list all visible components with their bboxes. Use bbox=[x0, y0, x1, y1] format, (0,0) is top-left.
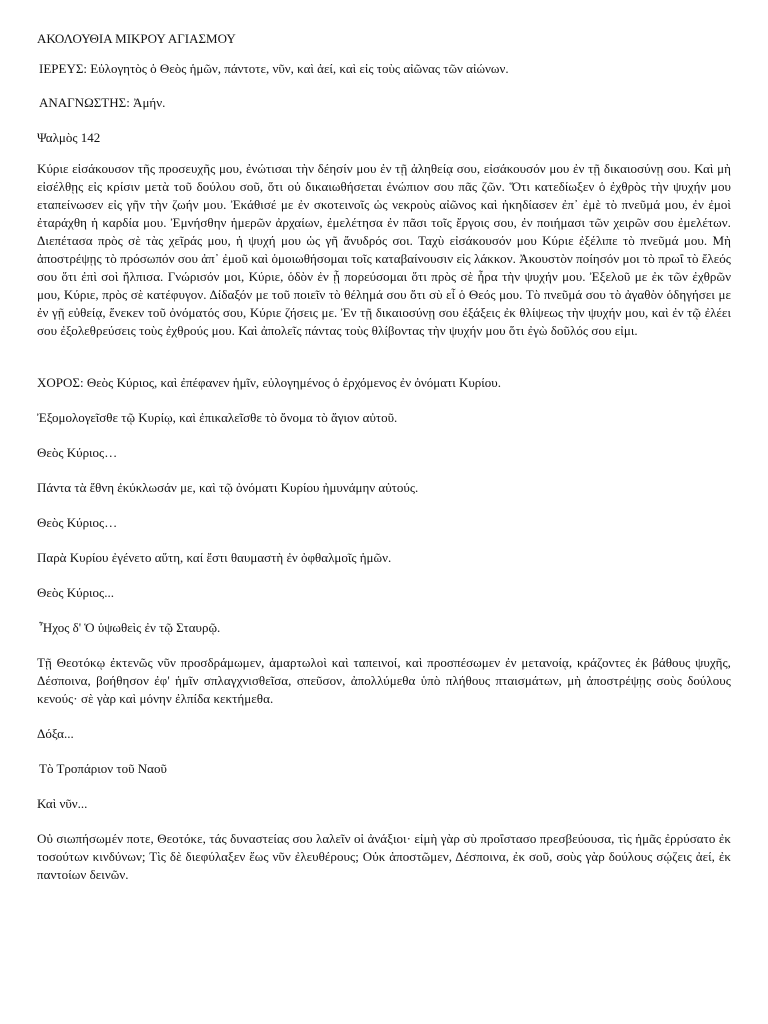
choir-line: ΧΟΡΟΣ: Θεὸς Κύριος, καὶ ἐπέφανεν ἡμῖν, εὐλογημένος ὁ ἐρχόμενος ἐν ὀνόματι Κυρίου. bbox=[37, 375, 501, 390]
verse-2: Πάντα τὰ ἔθνη ἐκύκλωσάν με, καὶ τῷ ὀνόματι Κυρίου ἠμυνάμην αὐτούς. bbox=[37, 480, 419, 495]
document-page bbox=[37, 30, 731, 884]
refrain-1: Θεὸς Κύριος… bbox=[37, 445, 118, 460]
doxa-line: Δόξα... bbox=[37, 726, 74, 741]
refrain-2: Θεὸς Κύριος… bbox=[37, 515, 118, 530]
verse-1: Ἐξομολογεῖσθε τῷ Κυρίῳ, καὶ ἐπικαλεῖσθε τὸ ὄνομα τὸ ἅγιον αὐτοῦ. bbox=[37, 410, 398, 425]
refrain-3: Θεὸς Κύριος... bbox=[37, 585, 114, 600]
temple-troparion-line: Τὸ Τροπάριον τοῦ Ναοῦ bbox=[39, 761, 167, 776]
tone-line: Ἦχος δ' Ὁ ὑψωθεὶς ἐν τῷ Σταυρῷ. bbox=[39, 620, 221, 635]
psalm-text: Κύριε εἰσάκουσον τῆς προσευχῆς μου, ἐνώτισαι τὴν δέησίν μου ἐν τῇ ἀληθείᾳ σου, εἰσάκουσόν μου ἐν τῇ δικαιοσύνῃ σου. Καὶ μὴ εἰσέλθῃς εἰς κρίσιν μετὰ τοῦ δούλου σοῦ, ὅτι οὐ δικαιωθήσεται ἐνώπιον σου πᾶς ζῶν. Ὅτι κατεδίωξεν ὁ ἐχθρὸς τὴν ψυχήν μου εταπείνωσεν εἰς γῆν τὴν ζωήν μου. Ἐκάθισέ με ἐν σκοτεινοῖς ὡς νεκροὺς αἰῶνος καὶ ἠκηδίασεν ἐπ᾽ ἐμὲ τὸ πνεῦμά μου, ἐν ἐμοὶ ἐταράχθη ἡ καρδία μου. Ἐμνήσθην ἡμερῶν ἀρχαίων, ἐμελέτησα ἐν πᾶσι τοῖς ἔργοις σου, ἐν ποιήμασι τῶν χειρῶν σου ἐμελέτων. Διεπέτασα πρὸς σὲ τὰς χεῖράς μου, ἡ ψυχή μου ὡς γῆ ἄνυδρός σοι. Ταχὺ εἰσάκουσόν μου Κύριε ἐξέλιπε τὸ πνεῦμά μου. Μὴ ἀποστρέψῃς τὸ πρόσωπόν σου ἀπ᾽ ἐμοῦ καὶ ὁμοιωθήσομαι τοῖς καταβαίνουσιν εἰς λάκκον. Ἀκουστὸν ποίησόν μοι τὸ πρωΐ τὸ ἔλεός σου ὅτι ἐπὶ σοὶ ἤλπισα. Γνώρισόν μοι, Κύριε, ὁδὸν ἐν ᾗ πορεύσομαι ὅτι πρὸς σὲ ἦρα τὴν ψυχήν μου. Ἐξελοῦ με ἐκ τῶν ἐχθρῶν μου, Κύριε, πρὸς σὲ κατέφυγον. Δίδαξόν με τοῦ ποιεῖν τὸ θέλημά σου ὅτι σὺ εἶ ὁ Θεός μου. Τὸ πνεῦμά σου τὸ ἀγαθὸν ὁδηγήσει με ἐν γῇ εὐθείᾳ, ἕνεκεν τοῦ ὀνόματός σου, Κύριε ζήσεις με. Ἐν τῇ δικαιοσύνῃ σου ἐξάξεις ἐκ θλίψεως τὴν ψυχήν μου, καὶ ἐν τῷ ἐλέει σου ἐξολεθρεύσεις τοὺς ἐχθρούς μου. Καὶ ἀπολεῖς πάντας τοὺς θλίβοντας τὴν ψυχήν μου ὅτι ἐγὼ δοῦλός σου εἰμι. bbox=[37, 161, 731, 338]
final-troparion: Οὐ σιωπήσωμέν ποτε, Θεοτόκε, τάς δυναστείας σου λαλεῖν οἱ ἀνάξιοι· εἰμὴ γὰρ σὺ προΐστασο πρεσβεύουσα, τὶς ἡμᾶς ἐρρύσατο ἐκ τοσούτων κινδύνων; Τὶς δὲ διεφύλαξεν ἕως νῦν ἐλευθέρους; Οὐκ ἀποστῶμεν, Δέσποινα, ἐκ σοῦ, σοὺς γὰρ δούλους σῴζεις ἀεί, ἐκ παντοίων δεινῶν. bbox=[37, 831, 731, 882]
troparion-theotokos: Τῇ Θεοτόκῳ ἐκτενῶς νῦν προσδράμωμεν, ἁμαρτωλοὶ καὶ ταπεινοί, καὶ προσπέσωμεν ἐν μετανοίᾳ, κράζοντες ἐκ βάθους ψυχῆς, Δέσποινα, βοήθησον ἐφ' ἡμῖν σπλαγχνισθεῖσα, σπεῦσον, ἀπολλύμεθα ὑπὸ πλήθους πταισμάτων, μὴ ἀποστρέψῃς σοὺς δούλους κενούς· σὲ γὰρ καὶ μόνην ἐλπίδα κεκτήμεθα. bbox=[37, 655, 731, 706]
kai-nyn-line: Καὶ νῦν... bbox=[37, 796, 88, 811]
psalm-label: Ψαλμὸς 142 bbox=[37, 130, 101, 145]
verse-3: Παρὰ Κυρίου ἐγένετο αὕτη, καί ἔστι θαυμαστὴ ἐν ὀφθαλμοῖς ἡμῶν. bbox=[37, 550, 392, 565]
reader-line: ΑΝΑΓΝΩΣΤΗΣ: Ἀμήν. bbox=[39, 95, 166, 110]
document-title: ΑΚΟΛΟΥΘΙΑ ΜΙΚΡΟΥ ΑΓΙΑΣΜΟΥ bbox=[37, 31, 236, 46]
priest-line: ΙΕΡΕΥΣ: Εὐλογητὸς ὁ Θεὸς ἡμῶν, πάντοτε, νῦν, καὶ ἀεί, καὶ εἰς τοὺς αἰῶνας τῶν αἰώνων. bbox=[39, 61, 509, 76]
